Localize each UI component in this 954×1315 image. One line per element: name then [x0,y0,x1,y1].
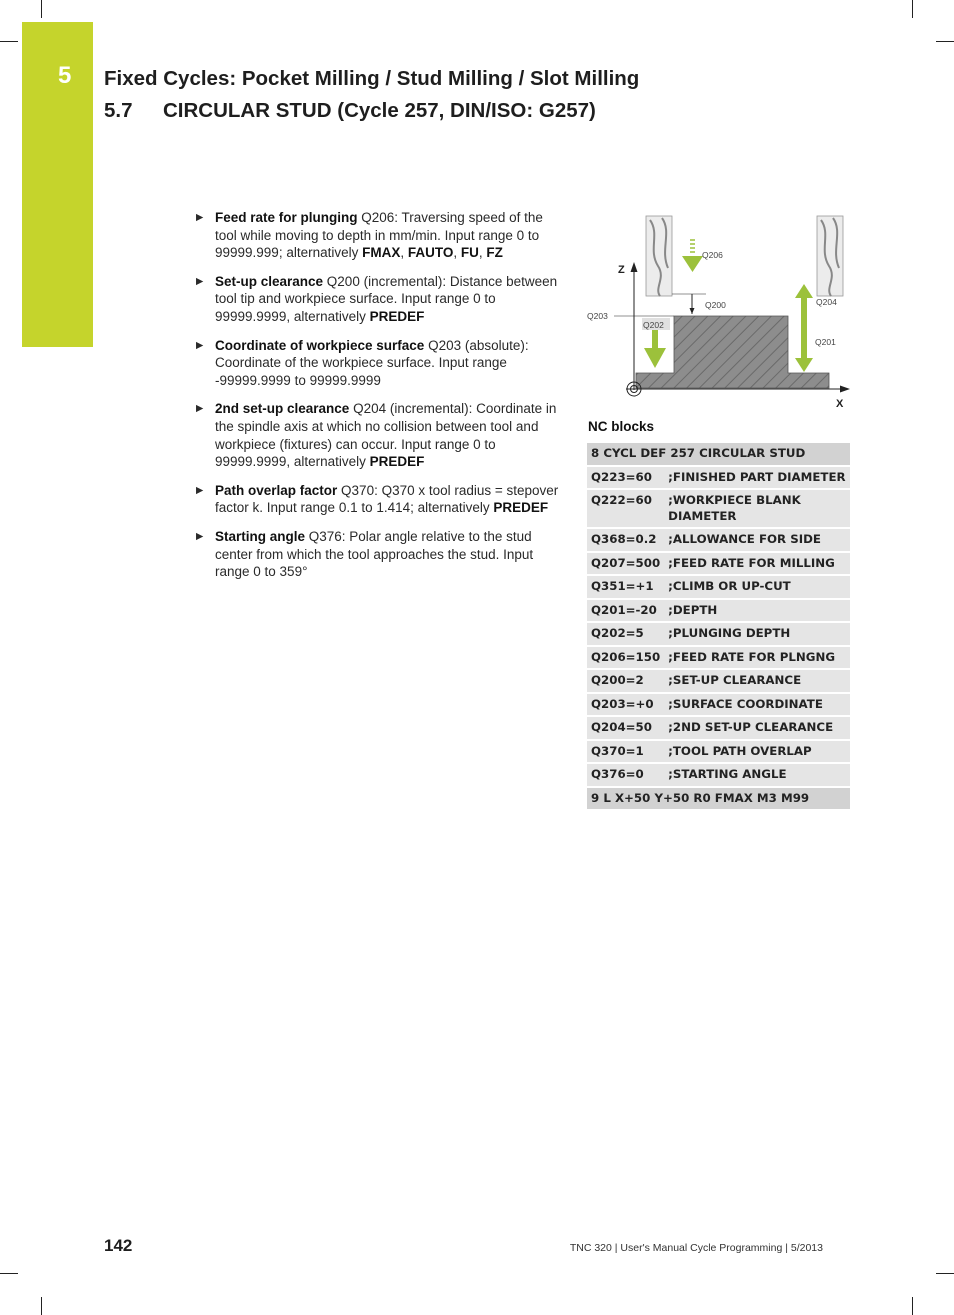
parameter-description: Q376: Polar angle relative to the stud center from which the tool approaches the stud. Input range 0 to 359° [215,528,534,580]
nc-comment: ;SURFACE COORDINATE [664,693,850,717]
z-axis-arrowhead [631,262,638,272]
section-number: 5.7 [104,99,133,122]
nc-first-line: 8 CYCL DEF 257 CIRCULAR STUD [587,442,850,466]
parameter-item [194,273,562,326]
table-row [587,787,850,811]
parameter-item [194,209,562,262]
nc-comment: ;FEED RATE FOR MILLING [664,552,850,576]
nc-comment: ;DEPTH [664,599,850,623]
label-q201: Q201 [815,337,836,347]
table-row [587,552,850,576]
bullet-triangle-icon: ▶ [196,530,204,542]
z-axis-label: Z [618,264,625,276]
table-row [587,646,850,670]
separator: , [453,245,461,261]
separator: , [478,245,487,261]
parameter-item [194,482,562,517]
keyword: PREDEF [493,500,549,516]
arrowhead [644,348,666,368]
nc-code: Q206=150 [587,646,664,670]
table-row [587,599,850,623]
nc-comment: ;FINISHED PART DIAMETER [664,466,850,490]
nc-code: Q200=2 [587,669,664,693]
nc-comment: ;FEED RATE FOR PLNGNG [664,646,850,670]
nc-comment: ;CLIMB OR UP-CUT [664,575,850,599]
nc-comment: ;2ND SET-UP CLEARANCE [664,716,850,740]
table-row [587,489,850,528]
parameter-description: Q203 (absolute): Coordinate of the workpiece surface. Input range -99999.9999 to 99999.9999 [215,337,529,388]
parameter-name: Set-up clearance [215,273,324,289]
footer-text: TNC 320 | User's Manual Cycle Programming | 5/2013 [569,1242,823,1254]
arrowhead [690,308,695,314]
nc-code: Q203=+0 [587,693,664,717]
nc-comment: ;ALLOWANCE FOR SIDE [664,528,850,552]
table-row [587,669,850,693]
nc-comment: ;STARTING ANGLE [664,763,850,787]
table-row [587,442,850,466]
table-row [587,528,850,552]
nc-code: Q368=0.2 [587,528,664,552]
parameter-description: Q204 (incremental): Coordinate in the spindle axis at which no collision between tool and workpiece (fixtures) can occur. Input range 0 to 99999.9999, alternatively [215,401,557,470]
chapter-number: 5 [58,62,72,89]
parameter-item [194,528,562,581]
bullet-triangle-icon: ▶ [196,403,204,415]
nc-comment: ;SET-UP CLEARANCE [664,669,850,693]
table-row [587,763,850,787]
label-q206: Q206 [702,250,723,260]
crop-mark [912,0,913,18]
label-q202: Q202 [643,320,664,330]
parameter-name: Starting angle [215,528,306,544]
table-row [587,575,850,599]
keyword: FMAX [362,245,401,261]
chapter-title: Fixed Cycles: Pocket Milling / Stud Milling / Slot Milling [104,67,640,90]
section-title: CIRCULAR STUD (Cycle 257, DIN/ISO: G257) [163,99,596,122]
nc-code: Q207=500 [587,552,664,576]
keyword: FZ [486,245,503,261]
nc-comment: ;TOOL PATH OVERLAP [664,740,850,764]
label-q203: Q203 [587,311,608,321]
page-number: 142 [104,1236,133,1255]
nc-code: Q376=0 [587,763,664,787]
bullet-triangle-icon: ▶ [196,275,204,287]
bullet-triangle-icon: ▶ [196,484,204,496]
parameter-name: Feed rate for plunging [215,210,358,225]
separator: , [400,245,408,261]
nc-code: Q202=5 [587,622,664,646]
keyword: PREDEF [369,308,425,324]
parameter-item [194,400,562,470]
nc-blocks-title: NC blocks [588,419,655,434]
table-row [587,466,850,490]
nc-comment: ;WORKPIECE BLANK DIAMETER [664,489,850,528]
arrowhead [795,284,813,298]
crop-mark [41,0,42,18]
bullet-triangle-icon: ▶ [196,212,204,223]
keyword: PREDEF [369,454,425,470]
crop-mark [936,1273,954,1274]
crop-mark [0,1273,18,1274]
nc-code: Q222=60 [587,489,664,528]
nc-code: Q201=-20 [587,599,664,623]
bullet-triangle-icon: ▶ [196,339,204,351]
x-axis-arrowhead [840,386,850,393]
parameter-item [194,337,562,390]
parameter-description: Q206: Traversing speed of the tool while moving to depth in mm/min. Input range 0 to 99999.999; alternatively [215,210,543,261]
nc-code: Q223=60 [587,466,664,490]
label-q200: Q200 [705,300,726,310]
nc-code: Q204=50 [587,716,664,740]
x-axis-label: X [836,398,844,410]
nc-last-line: 9 L X+50 Y+50 R0 FMAX M3 M99 [587,787,850,811]
table-row [587,693,850,717]
crop-mark [936,41,954,42]
stud-milling-diagram [584,210,854,415]
crop-mark [41,1297,42,1315]
table-row [587,740,850,764]
nc-comment: ;PLUNGING DEPTH [664,622,850,646]
nc-code: Q351=+1 [587,575,664,599]
feed-arrow-q206 [682,240,703,272]
parameter-description: Q370: Q370 x tool radius = stepover factor k. Input range 0.1 to 1.414; alternatively [215,482,559,516]
table-row [587,622,850,646]
label-q204: Q204 [816,297,837,307]
nc-blocks-table [587,441,850,811]
crop-mark [0,41,18,42]
keyword: FAUTO [407,245,454,261]
parameter-name: 2nd set-up clearance [215,401,350,417]
arrowhead [795,358,813,372]
table-row [587,716,850,740]
parameter-name: Coordinate of workpiece surface [215,337,425,353]
parameter-description: Q200 (incremental): Distance between tool tip and workpiece surface. Input range 0 to 99999.9999, alternatively [215,273,558,324]
crop-mark [912,1297,913,1315]
keyword: FU [460,245,479,261]
parameter-name: Path overlap factor [215,482,338,498]
parameter-list [194,209,562,592]
nc-code: Q370=1 [587,740,664,764]
